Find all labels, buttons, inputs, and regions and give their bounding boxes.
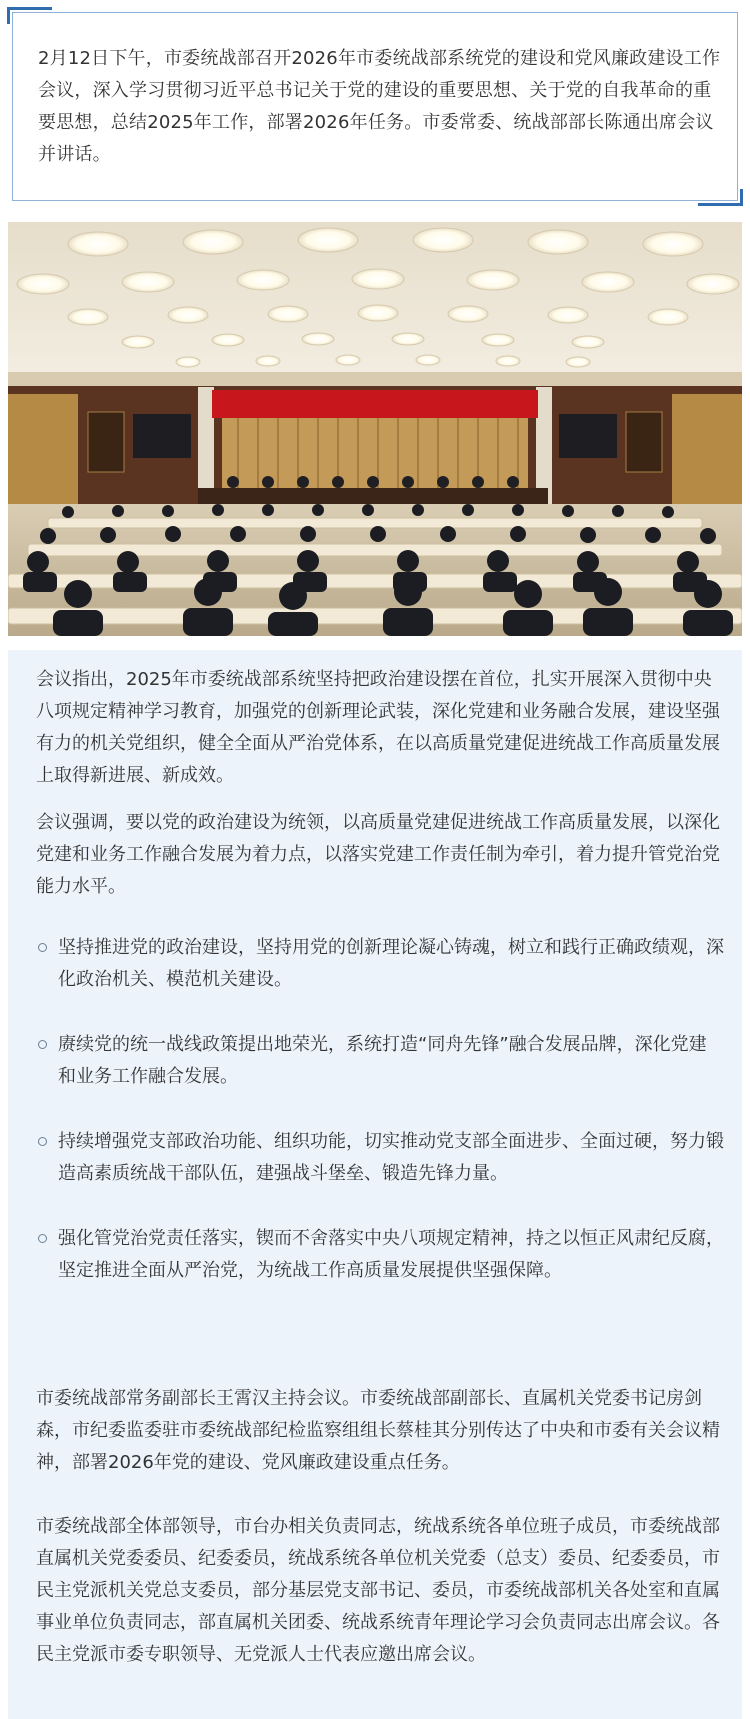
paragraph-attendees: 市委统战部全体部领导，市台办相关负责同志，统战系统各单位班子成员，市委统战部直属机关党委委员、纪委委员，统战系统各单位机关党委（总支）委员、纪委委员，市民主党派机关党总支委员，部分基层党支部书记、委员，市委统战部机关各处室和直属事业单位负责同志，部直属机关团委、统战系统青年理论学习会负责同志出席会议。各民主党派市委专职领导、无党派人士代表应邀出席会议。 (36, 1516, 720, 1665)
paragraph-meeting-emphasis: 会议强调，要以党的政治建设为统领，以高质量党建促进统战工作高质量发展，以深化党建和业务工作融合发展为着力点，以落实党建工作责任制为牵引，着力提升管党治党能力水平。 (36, 812, 720, 897)
paragraph-host-info: 市委统战部常务副部长王霄汉主持会议。市委统战部副部长、直属机关党委书记房剑森，市纪委监委驻市委统战部纪检监察组组长蔡桂其分别传达了中央和市委有关会议精神，部署2026年党的建设、党风廉政建设重点任务。 (36, 1388, 720, 1473)
meeting-hall-photo (8, 222, 742, 636)
red-banner (212, 390, 538, 418)
left-curtain (8, 394, 78, 509)
bullet-circle-icon (38, 943, 47, 952)
list-item-text: 持续增强党支部政治功能、组织功能，切实推动党支部全面进步、全面过硬，努力锻造高素质统战干部队伍，建强战斗堡垒、锻造先锋力量。 (58, 1131, 724, 1184)
head-table (198, 488, 548, 504)
bullet-circle-icon (38, 1234, 47, 1243)
right-curtain (672, 394, 742, 509)
article-body (8, 650, 742, 1719)
bullet-circle-icon (38, 1040, 47, 1049)
list-item-text: 赓续党的统一战线政策提出地荣光，系统打造“同舟先锋”融合发展品牌，深化党建和业务工作融合发展。 (58, 1034, 707, 1087)
paragraph-meeting-points: 会议指出，2025年市委统战部系统坚持把政治建设摆在首位，扎实开展深入贯彻中央八项规定精神学习教育，加强党的创新理论武装，深化党建和业务融合发展，建设坚强有力的机关党组织，健全全面从严治党体系，在以高质量党建促进统战工作高质量发展上取得新进展、新成效。 (36, 669, 720, 786)
right-screen (559, 414, 617, 458)
intro-paragraph: 2月12日下午，市委统战部召开2026年市委统战部系统党的建设和党风廉政建设工作会议，深入学习贯彻习近平总书记关于党的建设的重要思想、关于党的自我革命的重要思想，总结2025年工作，部署2026年任务。市委常委、统战部部长陈通出席会议并讲话。 (38, 48, 721, 165)
list-item-text: 坚持推进党的政治建设，坚持用党的创新理论凝心铸魂，树立和践行正确政绩观，深化政治机关、模范机关建设。 (58, 937, 724, 990)
corner-decoration-bottom-right (698, 189, 743, 206)
left-screen (133, 414, 191, 458)
list-item-text: 强化管党治党责任落实，锲而不舍落实中央八项规定精神，持之以恒正风肃纪反腐，坚定推进全面从严治党，为统战工作高质量发展提供坚强保障。 (58, 1228, 724, 1281)
intro-box (12, 12, 738, 201)
meeting-photo-illustration (8, 222, 742, 636)
corner-decoration-top-left (7, 7, 52, 24)
bullet-circle-icon (38, 1137, 47, 1146)
